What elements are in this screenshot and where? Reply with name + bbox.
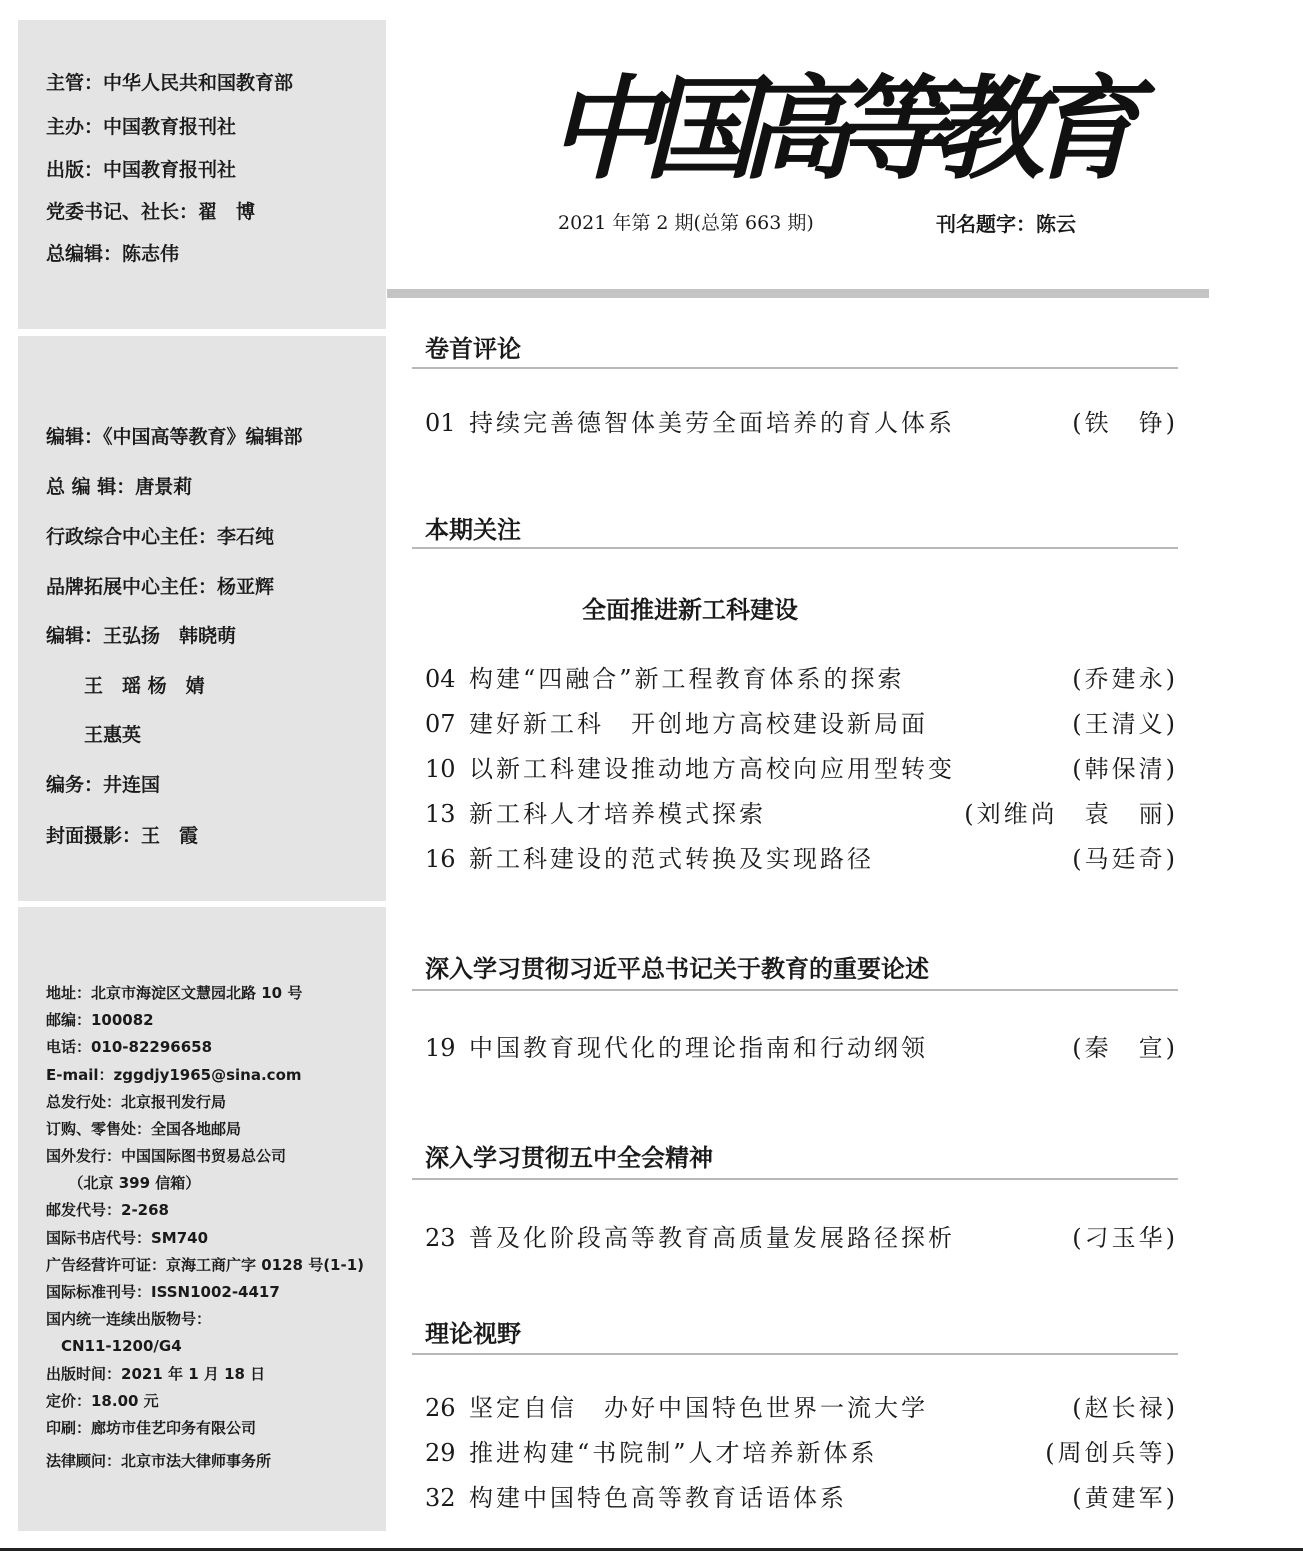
postal-code-line: 邮发代号：2-268 — [46, 1201, 169, 1219]
subscription-line: 订购、零售处：全国各地邮局 — [46, 1120, 242, 1138]
editors-line: 编辑：王弘扬 韩晓萌 — [46, 625, 237, 647]
calligraphy-credit: 刊名题字：陈云 — [936, 212, 1076, 236]
section-subheading: 全面推进新工科建设 — [582, 596, 798, 624]
toc-entry[interactable] — [425, 1481, 1178, 1515]
article-title: 中国教育现代化的理论指南和行动纲领 — [469, 1034, 928, 1062]
phone-line: 电话：010-82296658 — [46, 1038, 213, 1056]
email-line: E-mail：zggdjy1965@sina.com — [46, 1066, 302, 1084]
section-rule — [412, 989, 1178, 991]
issn-line: 国际标准刊号：ISSN1002-4417 — [46, 1283, 280, 1301]
article-title: 普及化阶段高等教育高质量发展路径探析 — [469, 1224, 955, 1252]
page-bottom-rule — [0, 1548, 1303, 1551]
page-number: 04 — [425, 665, 456, 693]
postcode-line: 邮编：100082 — [46, 1011, 154, 1029]
page-number: 23 — [425, 1224, 456, 1252]
article-title: 新工科建设的范式转换及实现路径 — [469, 845, 874, 873]
toc-entry[interactable] — [425, 406, 1178, 440]
article-author: (韩保清) — [1072, 755, 1178, 783]
publisher-line: 出版：中国教育报刊社 — [46, 159, 237, 181]
article-author: (黄建军) — [1072, 1484, 1178, 1512]
page-number: 13 — [425, 800, 456, 828]
toc-entry[interactable] — [425, 1031, 1178, 1065]
article-author: (乔建永) — [1072, 665, 1178, 693]
article-author: (周创兵等) — [1045, 1439, 1178, 1467]
article-title: 新工科人才培养模式探索 — [469, 800, 766, 828]
admin-director-line: 行政综合中心主任：李石纯 — [46, 526, 275, 548]
article-title: 以新工科建设推动地方高校向应用型转变 — [469, 755, 955, 783]
toc-entry[interactable] — [425, 1436, 1178, 1470]
legal-counsel-line: 法律顾问：北京市法大律师事务所 — [46, 1452, 272, 1470]
page-number: 32 — [425, 1484, 456, 1512]
page-number: 29 — [425, 1439, 456, 1467]
section-heading: 卷首评论 — [425, 335, 521, 363]
section-heading: 深入学习贯彻习近平总书记关于教育的重要论述 — [425, 955, 929, 983]
section-heading: 理论视野 — [425, 1320, 521, 1348]
sponsor-line: 主办：中国教育报刊社 — [46, 116, 237, 138]
chief-editor-line: 总编辑：陈志伟 — [46, 243, 180, 265]
section-rule — [412, 367, 1178, 369]
article-author: (王清义) — [1072, 710, 1178, 738]
toc-entry[interactable] — [425, 707, 1178, 741]
price-line: 定价：18.00 元 — [46, 1392, 159, 1410]
toc-entry[interactable] — [425, 842, 1178, 876]
brand-director-line: 品牌拓展中心主任：杨亚辉 — [46, 576, 275, 598]
page-number: 07 — [425, 710, 456, 738]
article-title: 推进构建“书院制”人才培养新体系 — [469, 1439, 878, 1467]
page-number: 19 — [425, 1034, 456, 1062]
cn-number-line: CN11-1200/G4 — [46, 1337, 182, 1355]
editors-line-3: 王惠英 — [46, 724, 142, 746]
party-secretary-line: 党委书记、社长：翟 博 — [46, 201, 256, 223]
page-number: 26 — [425, 1394, 456, 1422]
toc-entry[interactable] — [425, 662, 1178, 696]
supervisor-line: 主管：中华人民共和国教育部 — [46, 72, 294, 94]
article-author: (铁 铮) — [1072, 409, 1178, 437]
cover-photo-line: 封面摄影：王 霞 — [46, 825, 199, 847]
page-number: 01 — [425, 409, 456, 437]
editorial-staff-panel — [18, 336, 386, 901]
article-title: 构建中国特色高等教育话语体系 — [469, 1484, 847, 1512]
toc-entry[interactable] — [425, 797, 1178, 831]
section-rule — [412, 1353, 1178, 1355]
editorial-affairs-line: 编务：井连国 — [46, 774, 161, 796]
article-author: (赵长禄) — [1072, 1394, 1178, 1422]
editor-in-chief-line: 总 编 辑：唐景莉 — [46, 476, 193, 498]
address-line: 地址：北京市海淀区文慧园北路 10 号 — [46, 984, 303, 1002]
article-author: (秦 宣) — [1072, 1034, 1178, 1062]
section-heading: 本期关注 — [425, 516, 521, 544]
po-box-line: （北京 399 信箱） — [46, 1174, 201, 1192]
toc-entry[interactable] — [425, 1221, 1178, 1255]
editors-line-2: 王 瑶 杨 婧 — [46, 675, 205, 697]
distribution-line: 总发行处：北京报刊发行局 — [46, 1093, 227, 1111]
section-rule — [412, 547, 1178, 549]
pub-date-line: 出版时间：2021 年 1 月 18 日 — [46, 1365, 266, 1383]
section-rule — [412, 1178, 1178, 1180]
editorial-dept-line: 编辑：《中国高等教育》编辑部 — [46, 426, 303, 448]
article-title: 建好新工科 开创地方高校建设新局面 — [469, 710, 928, 738]
page-number: 10 — [425, 755, 456, 783]
overseas-line: 国外发行：中国国际图书贸易总公司 — [46, 1147, 287, 1165]
issue-number: 2021 年第 2 期(总第 663 期) — [558, 212, 814, 234]
article-author: (马廷奇) — [1072, 845, 1178, 873]
article-title: 持续完善德智体美劳全面培养的育人体系 — [469, 409, 955, 437]
article-author: (刘维尚 袁 丽) — [964, 800, 1178, 828]
ad-license-line: 广告经营许可证：京海工商广字 0128 号(1-1) — [46, 1256, 365, 1274]
journal-title-logo: 中国高等教育 — [548, 64, 1124, 195]
toc-entry[interactable] — [425, 752, 1178, 786]
printer-line: 印刷：廊坊市佳艺印务有限公司 — [46, 1419, 257, 1437]
masthead-divider — [387, 289, 1209, 298]
section-heading: 深入学习贯彻五中全会精神 — [425, 1144, 713, 1172]
cn-label-line: 国内统一连续出版物号： — [46, 1310, 212, 1328]
article-author: (刁玉华) — [1072, 1224, 1178, 1252]
toc-entry[interactable] — [425, 1391, 1178, 1425]
article-title: 坚定自信 办好中国特色世界一流大学 — [469, 1394, 928, 1422]
page-number: 16 — [425, 845, 456, 873]
article-title: 构建“四融合”新工程教育体系的探索 — [469, 665, 905, 693]
bookstore-code-line: 国际书店代号：SM740 — [46, 1229, 209, 1247]
